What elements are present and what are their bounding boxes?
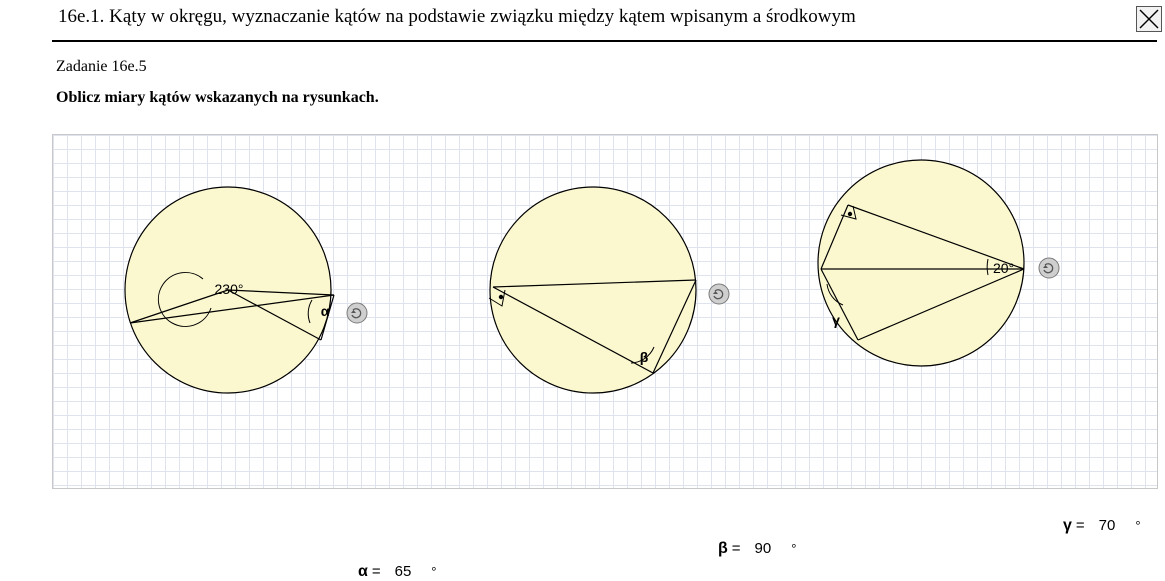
figure-alpha-rotate-handle[interactable]: [347, 303, 367, 323]
answer-alpha[interactable]: [358, 563, 437, 581]
task-id: Zadanie 16e.5: [56, 58, 147, 75]
header-divider: [52, 40, 1157, 42]
answer-beta-equals: =: [731, 540, 741, 557]
figure-gamma-right-angle-dot: [848, 212, 852, 216]
figure-alpha: [125, 187, 367, 393]
close-icon[interactable]: [1136, 6, 1162, 32]
answer-beta-degree: °: [791, 541, 797, 556]
answer-gamma-value[interactable]: 70: [1098, 517, 1116, 534]
figure-gamma-rotate-handle[interactable]: [1039, 258, 1059, 278]
figure-alpha-angle-symbol: α: [320, 303, 330, 319]
figure-beta-angle-symbol: β: [639, 349, 649, 365]
answer-alpha-degree: °: [431, 564, 437, 579]
answer-beta[interactable]: [718, 540, 796, 558]
answer-gamma-symbol: γ: [1063, 517, 1072, 534]
page-title: 16e.1. Kąty w okręgu, wyznaczanie kątów na podstawie związku między kątem wpisanym a środkowym: [58, 6, 856, 27]
figures-svg: [53, 135, 1159, 490]
figures-canvas: [52, 134, 1158, 580]
figure-gamma: [818, 160, 1059, 366]
answer-alpha-equals: =: [371, 563, 381, 580]
answer-beta-value[interactable]: 90: [754, 540, 772, 557]
figure-beta-rotate-handle[interactable]: [709, 284, 729, 304]
answer-alpha-symbol: α: [358, 563, 368, 580]
figure-gamma-angle-symbol: γ: [832, 312, 840, 328]
figure-gamma-angle20-label: 20°: [993, 260, 1015, 276]
figure-beta-right-angle-dot: [499, 295, 503, 299]
figure-beta: [489, 187, 729, 393]
answer-gamma-equals: =: [1075, 517, 1085, 534]
task-instruction: Oblicz miary kątów wskazanych na rysunkach.: [56, 89, 379, 106]
figure-alpha-central-label: 230°: [214, 281, 244, 297]
figure-beta-circle: [490, 187, 696, 393]
answer-beta-symbol: β: [718, 540, 728, 557]
answer-gamma[interactable]: [1063, 517, 1141, 535]
answer-alpha-value[interactable]: 65: [394, 563, 412, 580]
close-glyph: [1137, 7, 1161, 31]
answer-gamma-degree: °: [1135, 518, 1141, 533]
header-bar: [52, 4, 1162, 38]
